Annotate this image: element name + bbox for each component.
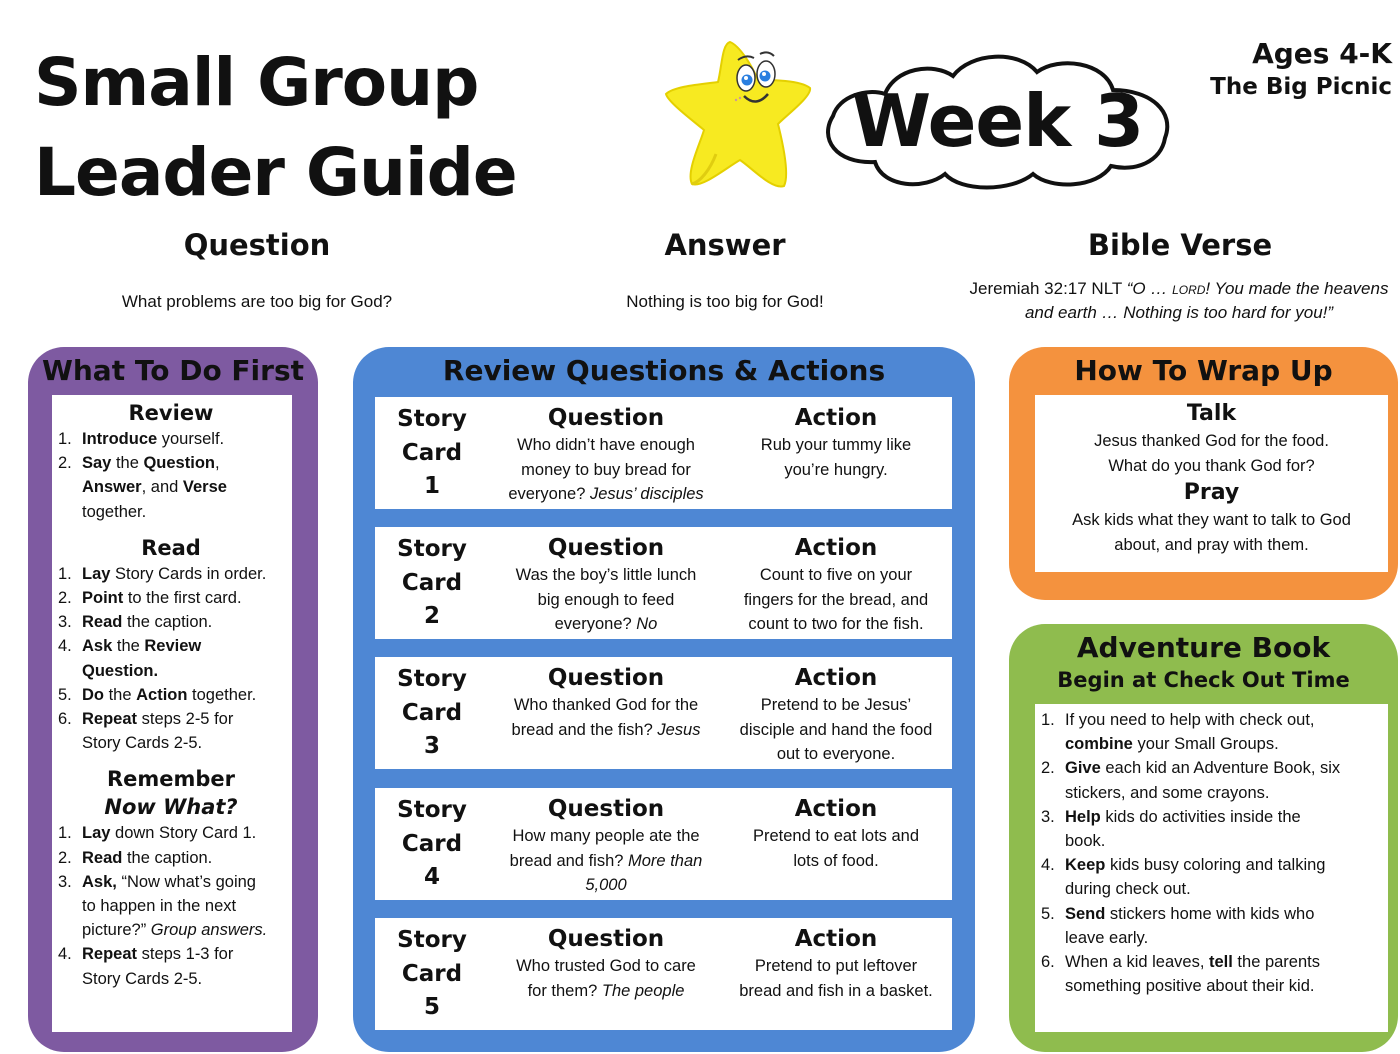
question-line: everyone? — [554, 615, 637, 633]
question-col-heading: Question — [547, 535, 665, 561]
action-col-heading: Action — [794, 405, 878, 431]
step-text: stickers home with kids who — [1105, 904, 1315, 923]
series-name: The Big Picnic — [1210, 74, 1392, 100]
action-column — [731, 663, 941, 767]
step-number: 3. — [58, 872, 72, 891]
list-item — [58, 562, 284, 586]
step-verb: Ask — [82, 637, 113, 656]
pray-heading: Pray — [1183, 480, 1240, 505]
step-bold: Review — [144, 637, 202, 656]
step-text: the parents — [1232, 953, 1320, 972]
action-line: Rub your tummy like — [760, 436, 912, 454]
verse-quote-b: ! You made the heavens — [1205, 279, 1389, 298]
card-number: 2 — [423, 603, 440, 629]
step-verb: Send — [1065, 904, 1106, 923]
step-number: 5. — [58, 685, 72, 704]
story-card-row-2 — [375, 527, 952, 639]
action-column — [731, 403, 941, 482]
list-item — [58, 821, 284, 845]
question-column — [501, 794, 711, 898]
action-line: count to two for the fish. — [748, 615, 924, 633]
list-item — [58, 707, 284, 755]
step-bold: Answer — [82, 478, 142, 497]
question-text: What problems are too big for God? — [121, 292, 393, 311]
step-bold: Verse — [182, 478, 227, 497]
step-text: “Now what’s going — [116, 872, 256, 891]
story-label: Story — [397, 927, 467, 953]
question-line: Who thanked God for the — [513, 696, 699, 714]
adventure-subtitle: Begin at Check Out Time — [1057, 668, 1350, 692]
story-card-row-3 — [375, 657, 952, 769]
step-number: 6. — [1041, 953, 1055, 972]
question-line: bread and fish? — [509, 851, 629, 870]
step-verb: Do — [82, 685, 104, 704]
remember-steps — [58, 821, 284, 990]
card-label: Card — [401, 699, 463, 726]
title-line-1: Small Group — [34, 44, 479, 121]
step-verb: Repeat — [82, 710, 138, 729]
step-number: 3. — [58, 613, 72, 632]
review-questions-panel — [353, 347, 975, 1052]
step-text: together. — [82, 502, 147, 521]
panel-body — [52, 395, 292, 1032]
step-verb: tell — [1209, 953, 1233, 972]
question-line: Who didn’t have enough — [517, 436, 695, 454]
card-number: 5 — [423, 994, 440, 1020]
question-answer: 5,000 — [585, 876, 627, 894]
title-line-2: Leader Guide — [34, 134, 517, 211]
step-verb: Ask, — [82, 872, 117, 891]
list-item — [1041, 853, 1382, 901]
step-number: 1. — [58, 564, 72, 583]
card-number: 1 — [423, 473, 440, 499]
list-item — [1041, 902, 1382, 950]
answer-text: Nothing is too big for God! — [626, 292, 824, 311]
list-item — [58, 683, 284, 707]
story-label: Story — [397, 666, 467, 692]
story-card-row-5 — [375, 918, 952, 1030]
step-text: book. — [1065, 832, 1106, 851]
story-card-label — [375, 403, 489, 504]
step-bold: Question — [143, 454, 215, 473]
panel-body — [1035, 395, 1388, 572]
step-bold: Action — [136, 685, 188, 704]
action-line: you’re hungry. — [784, 460, 888, 479]
question-answer: Jesus’ disciples — [589, 485, 704, 503]
question-heading: Question — [183, 228, 331, 262]
step-text: to happen in the next — [82, 897, 237, 916]
what-to-do-first-panel — [28, 347, 318, 1052]
list-item — [58, 451, 284, 524]
verse-text — [958, 277, 1400, 325]
question-col-heading: Question — [547, 405, 665, 431]
list-item — [58, 610, 284, 634]
action-line: Pretend to eat lots and — [752, 827, 920, 845]
step-verb: Help — [1065, 807, 1101, 826]
answer-heading: Answer — [664, 228, 786, 262]
list-item — [58, 586, 284, 610]
action-line: lots of food. — [793, 851, 879, 870]
question-col-heading: Question — [547, 665, 665, 691]
action-column — [731, 533, 941, 637]
step-number: 1. — [58, 430, 72, 448]
question-answer: More than — [628, 851, 703, 870]
wrap-up-panel — [1009, 347, 1398, 600]
action-line: disciple and hand the food — [739, 720, 933, 739]
step-text: , and — [141, 478, 183, 497]
step-text: kids busy coloring and talking — [1105, 856, 1326, 875]
question-answer: No — [636, 615, 658, 633]
step-text: kids do activities inside the — [1100, 807, 1301, 826]
panel-title: Adventure Book — [1076, 631, 1331, 664]
step-verb: Introduce — [82, 430, 158, 448]
story-label: Story — [397, 406, 467, 432]
card-label: Card — [401, 960, 463, 987]
question-answer: Jesus — [657, 720, 701, 739]
step-text: the — [112, 637, 145, 656]
step-text: When a kid leaves, — [1065, 953, 1209, 972]
step-text: the caption. — [122, 613, 213, 632]
step-number: 1. — [58, 824, 72, 843]
list-item — [1041, 756, 1382, 804]
step-verb: Read — [82, 613, 123, 632]
pray-line: Ask kids what they want to talk to God — [1072, 511, 1351, 529]
story-card-label — [375, 924, 489, 1025]
card-label: Card — [401, 569, 463, 596]
verse-quote-line2: and earth … Nothing is too hard for you!” — [1024, 303, 1334, 322]
review-heading: Review — [128, 401, 214, 425]
talk-text — [1035, 429, 1388, 478]
step-text: yourself. — [157, 430, 225, 448]
talk-heading: Talk — [1186, 401, 1237, 426]
step-text: Story Cards 2-5. — [82, 969, 203, 988]
step-text: during check out. — [1065, 880, 1191, 899]
week-label: Week 3 — [851, 79, 1144, 163]
list-item — [58, 427, 284, 451]
card-label: Card — [401, 830, 463, 857]
question-line: for them? — [527, 981, 602, 1000]
panel-title: How To Wrap Up — [1074, 354, 1333, 387]
action-line: fingers for the bread, and — [743, 590, 929, 609]
action-line: out to everyone. — [776, 745, 896, 763]
panel-body — [1035, 704, 1388, 1032]
list-item — [1041, 708, 1382, 756]
step-number: 2. — [1041, 759, 1055, 778]
story-card-label — [375, 794, 489, 895]
verse-ref: Jeremiah 32:17 NLT — [969, 279, 1127, 298]
step-text: leave early. — [1065, 928, 1149, 947]
read-steps — [58, 562, 284, 756]
pray-line: about, and pray with them. — [1114, 535, 1309, 554]
step-text: down Story Card 1. — [110, 824, 257, 843]
step-verb: Say — [82, 454, 112, 473]
page-title — [34, 38, 517, 218]
talk-line: What do you thank God for? — [1108, 456, 1315, 475]
panel-title: Review Questions & Actions — [442, 354, 886, 387]
action-col-heading: Action — [794, 535, 878, 561]
question-line: Who trusted God to care — [516, 957, 696, 975]
step-text: the — [104, 685, 137, 704]
panel-title: What To Do First — [41, 354, 305, 387]
question-answer: The people — [601, 981, 685, 1000]
step-verb: Repeat — [82, 945, 138, 964]
list-item — [58, 942, 284, 990]
action-line: bread and fish in a basket. — [739, 981, 933, 1000]
step-text: steps 2-5 for — [137, 710, 234, 729]
question-column — [501, 533, 711, 637]
action-col-heading: Action — [794, 796, 878, 822]
question-col-heading: Question — [547, 796, 665, 822]
story-label: Story — [397, 536, 467, 562]
action-line: Count to five on your — [759, 566, 913, 584]
verse-quote-a: “O … — [1126, 279, 1173, 298]
step-bold: Question. — [82, 661, 159, 680]
step-number: 5. — [1041, 904, 1055, 923]
pray-text — [1035, 508, 1388, 557]
step-number: 4. — [58, 637, 72, 656]
step-number: 6. — [58, 710, 72, 729]
step-text: something positive about their kid. — [1065, 977, 1315, 996]
step-text: If you need to help with check out, — [1065, 711, 1315, 729]
action-line: Pretend to be Jesus’ — [760, 696, 912, 714]
step-verb: Lay — [82, 564, 111, 583]
question-line: Was the boy’s little lunch — [515, 566, 697, 584]
story-card-row-1 — [375, 397, 952, 509]
remember-subheading: Now What? — [104, 795, 238, 820]
step-number: 3. — [1041, 807, 1055, 826]
question-column — [501, 663, 711, 742]
question-line: everyone? — [508, 485, 590, 503]
step-text: the — [111, 454, 144, 473]
step-verb: Lay — [82, 824, 111, 843]
step-verb: Read — [82, 848, 123, 867]
step-italic: Group answers. — [150, 921, 268, 940]
step-text: to the first card. — [123, 589, 242, 608]
step-text: Story Cards 2-5. — [82, 734, 203, 753]
action-column — [731, 924, 941, 1003]
card-number: 3 — [423, 733, 440, 759]
step-number: 2. — [58, 848, 72, 867]
age-range: Ages 4-K — [1252, 37, 1392, 70]
list-item — [1041, 950, 1382, 998]
step-verb: Keep — [1065, 856, 1106, 875]
adventure-steps — [1041, 708, 1382, 998]
step-text: stickers, and some crayons. — [1065, 783, 1270, 802]
action-column — [731, 794, 941, 873]
step-text: the caption. — [122, 848, 213, 867]
question-column — [501, 924, 711, 1003]
question-line: big enough to feed — [537, 590, 675, 609]
step-number: 2. — [58, 589, 72, 608]
list-item — [1041, 805, 1382, 853]
age-series-block — [1210, 36, 1392, 102]
action-col-heading: Action — [794, 926, 878, 952]
verse-heading: Bible Verse — [1087, 228, 1273, 262]
story-card-label — [375, 533, 489, 634]
step-number: 4. — [58, 945, 72, 964]
step-text: your Small Groups. — [1132, 735, 1279, 754]
action-col-heading: Action — [794, 665, 878, 691]
step-text: Story Cards in order. — [110, 564, 267, 583]
question-column — [501, 403, 711, 507]
adventure-book-panel — [1009, 624, 1398, 1052]
step-text: together. — [187, 685, 257, 704]
remember-heading: Remember — [106, 767, 236, 792]
step-number: 2. — [58, 454, 72, 473]
talk-line: Jesus thanked God for the food. — [1094, 432, 1329, 450]
review-steps — [58, 427, 284, 524]
verse-lord: lord — [1172, 279, 1206, 298]
step-text: , — [214, 454, 220, 473]
story-card-row-4 — [375, 788, 952, 900]
step-number: 4. — [1041, 856, 1055, 875]
list-item — [58, 870, 284, 943]
step-verb: Give — [1065, 759, 1101, 778]
list-item — [58, 846, 284, 870]
star-mascot-icon — [660, 36, 820, 196]
question-col-heading: Question — [547, 926, 665, 952]
step-verb: Point — [82, 589, 124, 608]
question-line: money to buy bread for — [521, 460, 691, 479]
step-text: each kid an Adventure Book, six — [1100, 759, 1341, 778]
step-number: 1. — [1041, 711, 1055, 729]
list-item — [58, 634, 284, 682]
step-text: steps 1-3 for — [137, 945, 234, 964]
read-heading: Read — [141, 535, 201, 560]
step-verb: combine — [1065, 735, 1133, 754]
action-line: Pretend to put leftover — [754, 957, 918, 975]
question-line: bread and the fish? — [511, 720, 658, 739]
step-text: picture?” — [82, 921, 151, 940]
story-card-label — [375, 663, 489, 764]
story-label: Story — [397, 797, 467, 823]
card-number: 4 — [423, 864, 440, 890]
card-label: Card — [401, 439, 463, 466]
question-line: How many people ate the — [512, 827, 700, 845]
